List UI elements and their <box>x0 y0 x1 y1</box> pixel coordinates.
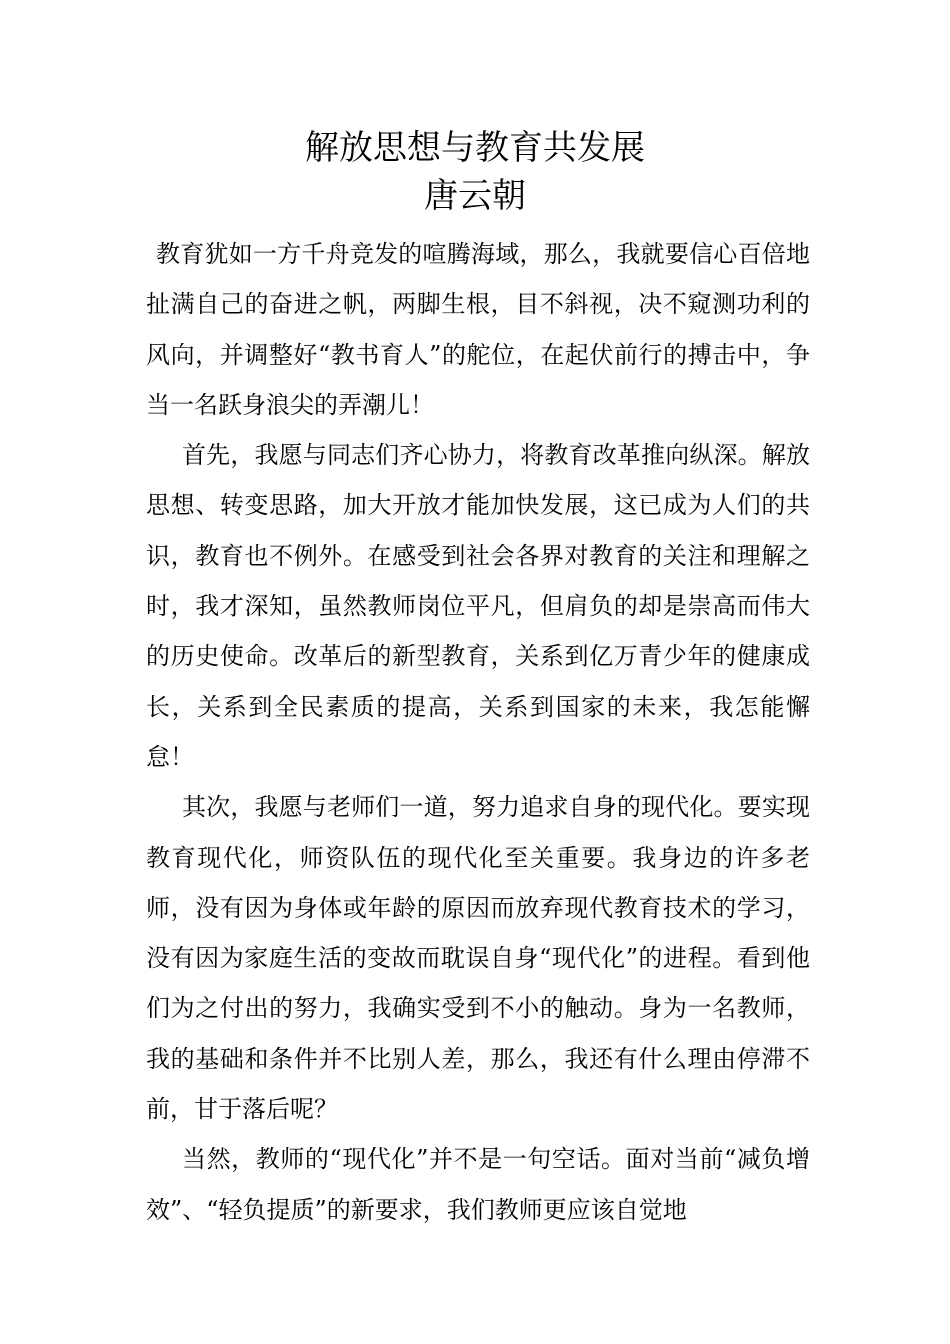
body-text <box>146 229 810 1235</box>
paragraph: 首先，我愿与同志们齐心协力，将教育改革推向纵深。解放思想、转变思路，加大开放才能加快发展，这已成为人们的共识，教育也不例外。在感受到社会各界对教育的关注和理解之时，我才深知，虽然教师岗位平凡，但肩负的却是崇高而伟大的历史使命。改革后的新型教育，关系到亿万青少年的健康成长，关系到全民素质的提高，关系到国家的未来，我怎能懈怠！ <box>146 441 810 771</box>
document-title: 解放思想与教育共发展 <box>305 128 645 168</box>
paragraph: 其次，我愿与老师们一道，努力追求自身的现代化。要实现教育现代化，师资队伍的现代化至关重要。我身边的许多老师，没有因为身体或年龄的原因而放弃现代教育技术的学习，没有因为家庭生活的变故而耽误自身“现代化”的进程。看到他们为之付出的努力，我确实受到不小的触动。身为一名教师，我的基础和条件并不比别人差，那么，我还有什么理由停滞不前，甘于落后呢？ <box>146 793 810 1124</box>
paragraph: 教育犹如一方千舟竞发的喧腾海域，那么，我就要信心百倍地扯满自己的奋进之帆，两脚生根，目不斜视，决不窥测功利的风向，并调整好“教书育人”的舵位，在起伏前行的搏击中，争当一名跃身浪尖的弄潮儿！ <box>146 240 810 419</box>
author-name: 唐云朝 <box>424 176 526 216</box>
paragraph: 当然，教师的“现代化”并不是一句空话。面对当前“减负增效”、“轻负提质”的新要求，我们教师更应该自觉地 <box>146 1145 810 1224</box>
